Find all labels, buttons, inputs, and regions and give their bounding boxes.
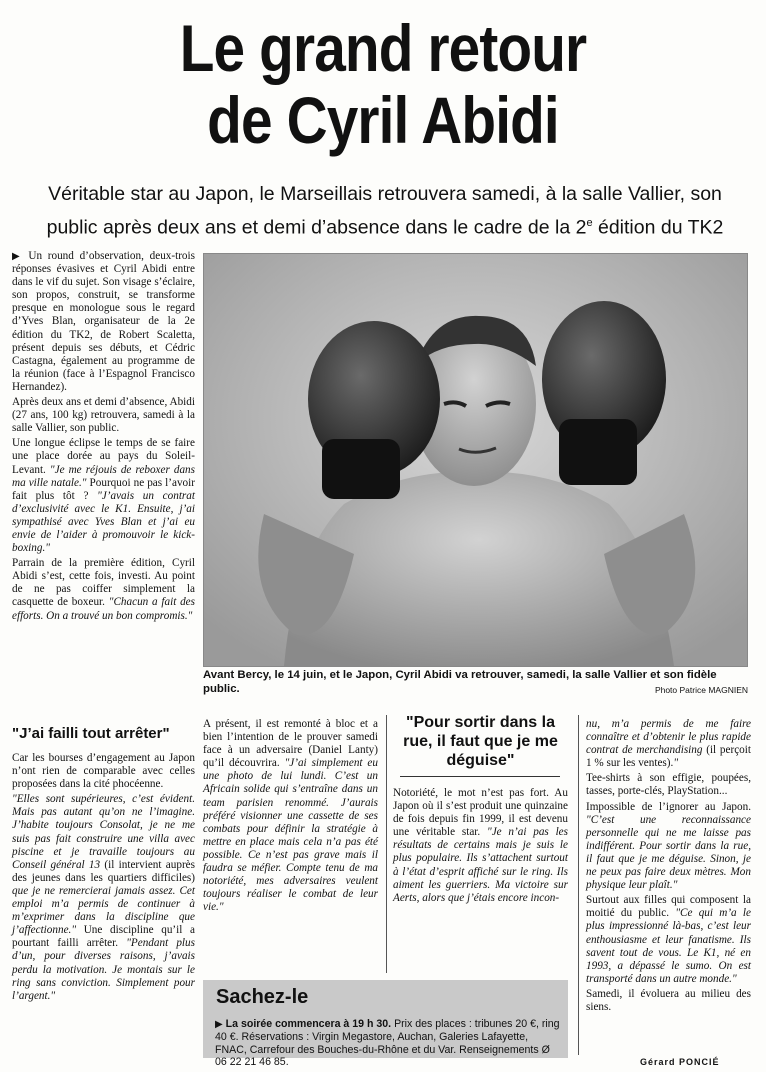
text: Une longue éclipse le temps de se faire une place dorée au pays du Soleil-Levant. (12, 437, 195, 476)
byline-last: PONCIÉ (679, 1057, 720, 1067)
quote: "Elles sont supérieures, c’est évident. Mais pas autant qu’on ne l’imagine. J’habite toujours Consolat, je ne me suis pas fait construire une villa avec piscine et je travaille toujours au Conseil général 13 (12, 793, 195, 871)
byline-first: Gérard (640, 1057, 676, 1067)
text: Pourquoi ne pas l’avoir fait plus tôt ? (12, 476, 195, 502)
headline-line-2: de Cyril Abidi (207, 83, 559, 157)
pull-quote: "Pour sortir dans la rue, il faut que je me déguise" (403, 714, 558, 769)
photo-credit: Photo Patrice MAGNIEN (654, 685, 748, 695)
quote: "Je me réjouis de reboxer dans ma ville natale." (12, 463, 196, 489)
quote: "J’avais un contrat d’exclusivité avec le K1. Ensuite, j’ai sympathisé avec Yves Blan et j’ai eu envie de l’aider à promouvoir le kick-boxing." (12, 489, 195, 555)
quote: "C’est une reconnaissance personnelle qui ne me laisse pas indifférent. Pour sortir dans la rue, il faut que je me déguise. Sinon, je ne peux pas faire deux mètres. Mon physique leur plaît." (586, 813, 751, 892)
info-box-title: Sachez-le (216, 986, 309, 1008)
pull-quote-rule (400, 776, 560, 777)
byline (640, 1057, 720, 1067)
quote: "Pendant plus d’un, pour diverses raisons, j’avais perdu la motivation. Je montais sur le ring sans conviction. Simplement pour l’argent." (12, 937, 195, 1002)
text: A présent, il est remonté à bloc et a bien l’intention de le prouver samedi face à un adversaire (Daniel Lanty) qu’il découvrira. (203, 718, 378, 770)
deck-text: Véritable star au Japon, le Marseillais retrouvera samedi, à la salle Vallier, son public après deux ans et demi d’absence dans le cadre de la 2 (46, 183, 722, 239)
photo-caption (203, 668, 748, 697)
boxer-illustration (204, 254, 747, 666)
paragraph (203, 718, 378, 914)
column-2 (203, 718, 378, 916)
deck-sup: e (586, 217, 593, 229)
info-box-lead: La soirée commencera à 19 h 30. (225, 1018, 392, 1030)
text: Surtout aux filles qui composent la moitié du public. (586, 894, 751, 920)
paragraph: Tee-shirts à son effigie, poupées, tasses, porte-clés, PlayStation... (586, 772, 751, 798)
column-4 (586, 718, 751, 1016)
paragraph (12, 557, 195, 622)
deck (20, 180, 750, 243)
caption-text: Avant Bercy, le 14 juin, et le Japon, Cyril Abidi va retrouver, samedi, la salle Vallier et son fidèle public. (203, 669, 717, 695)
headline (54, 12, 713, 156)
column-divider (386, 715, 387, 973)
headline-line-1: Le grand retour (179, 11, 587, 85)
column-1-lower (12, 752, 195, 1005)
subheading: "J’ai failli tout arrêter" (12, 725, 170, 742)
paragraph (12, 437, 195, 555)
paragraph: Car les bourses d’engagement au Japon n’ont rien de comparable avec celles proposées dans la cité phocéenne. (12, 752, 195, 791)
deck-text-end: édition du TK2 (592, 216, 724, 239)
paragraph (586, 718, 751, 770)
quote: que je ne remercierai jamais assez. Cet emploi m’a permis de continuer à m’exprimer dans la discipline que j’affectionne." (12, 884, 195, 937)
paragraph (12, 793, 195, 1003)
paragraph (586, 801, 751, 893)
quote: "Je n’ai pas les résultats de certains mais je suis le plus populaire. Ils s’attachent surtout à l’état d’esprit affiché sur le ring. Ils aiment les guerriers. Ma victoire sur Aerts, alors que j’étais encore incon- (393, 826, 568, 904)
arrow-icon: ▶ (12, 251, 23, 262)
column-1 (12, 250, 195, 625)
paragraph (393, 787, 568, 905)
quote: "Chacun a fait des efforts. On a trouvé un bon compromis." (12, 596, 195, 622)
quote: "J’ai simplement eu une photo de lui lundi. C’est un Africain solide qui s’entraîne dans un team parisien renommé. J’aurais préféré visionner une cassette de ses combats pour définir la stratégie à mettre en place mais cela n’a pas été possible. Ce n’est pas grave mais il faudra se méfier. Compte tenu de ma notoriété, mes adversaires veulent toujours réaliser le combat de leur vie." (203, 757, 378, 914)
paragraph: Après deux ans et demi d’absence, Abidi (27 ans, 100 kg) retrouvera, samedi à la salle Vallier, son public. (12, 396, 195, 435)
text: Une discipline qu’il a pourtant failli arrêter. (12, 924, 195, 950)
paragraph-text: Un round d’observation, deux-trois réponses évasives et Cyril Abidi entre dans le vif du sujet. Son visage s’éclaire, son propos, construit, se transforme presque en monologue sous le regard d’Yves Blan, organisateur de la 2e édition du TK2, de Robert Scaletta, présent depuis ses débuts, et Cédric Castagna, également au programme de la réunion (face à l’Espagnol Francisco Hernandez). (12, 250, 195, 393)
info-box (203, 980, 568, 1069)
text: (il intervient auprès des jeunes dans les quartiers difficiles) (12, 858, 195, 884)
paragraph: Samedi, il évoluera au milieu des siens. (586, 987, 751, 1013)
paragraph (12, 250, 195, 394)
arrow-icon: ▶ (215, 1019, 223, 1030)
quote: nu, m’a permis de me faire connaître et d’obtenir le plus rapide contrat de merchandising (586, 718, 751, 757)
paragraph (586, 894, 751, 986)
quote: "Ce qui m’a le plus impressionné là-bas, c’est leur enthousiasme et leur fanatisme. Ils savent tout de vous. Le K1, né en 1993, a dépassé le sumo. On est transporté dans un autre monde." (586, 907, 751, 985)
column-divider (578, 715, 579, 1055)
info-box-text (215, 1018, 560, 1069)
text: Parrain de la première édition, Cyril Abidi s’est, cette fois, investi. Au point de ne pas coiffer simplement la casquette de boxeur. (12, 557, 195, 609)
text: (il perçoit 1 % sur les ventes). (586, 744, 751, 770)
info-box-body: Prix des places : tribunes 20 €, ring 40 €. Réservations : Virgin Megastore, Auchan, Galeries Lafayette, FNAC, Carrefour des Bouches-du-Rhône et du Var. Renseignements Ø 06 22 21 46 85. (215, 1018, 560, 1069)
column-3 (393, 787, 568, 907)
quote: " (673, 757, 679, 770)
text: Impossible de l’ignorer au Japon. (586, 800, 751, 813)
text: Notoriété, le mot n’est pas fort. Au Japon où il s’est produit une quinzaine de fois depuis fin 1999, il est devenu une véritable star. (393, 787, 568, 839)
boxer-photo (203, 253, 748, 667)
